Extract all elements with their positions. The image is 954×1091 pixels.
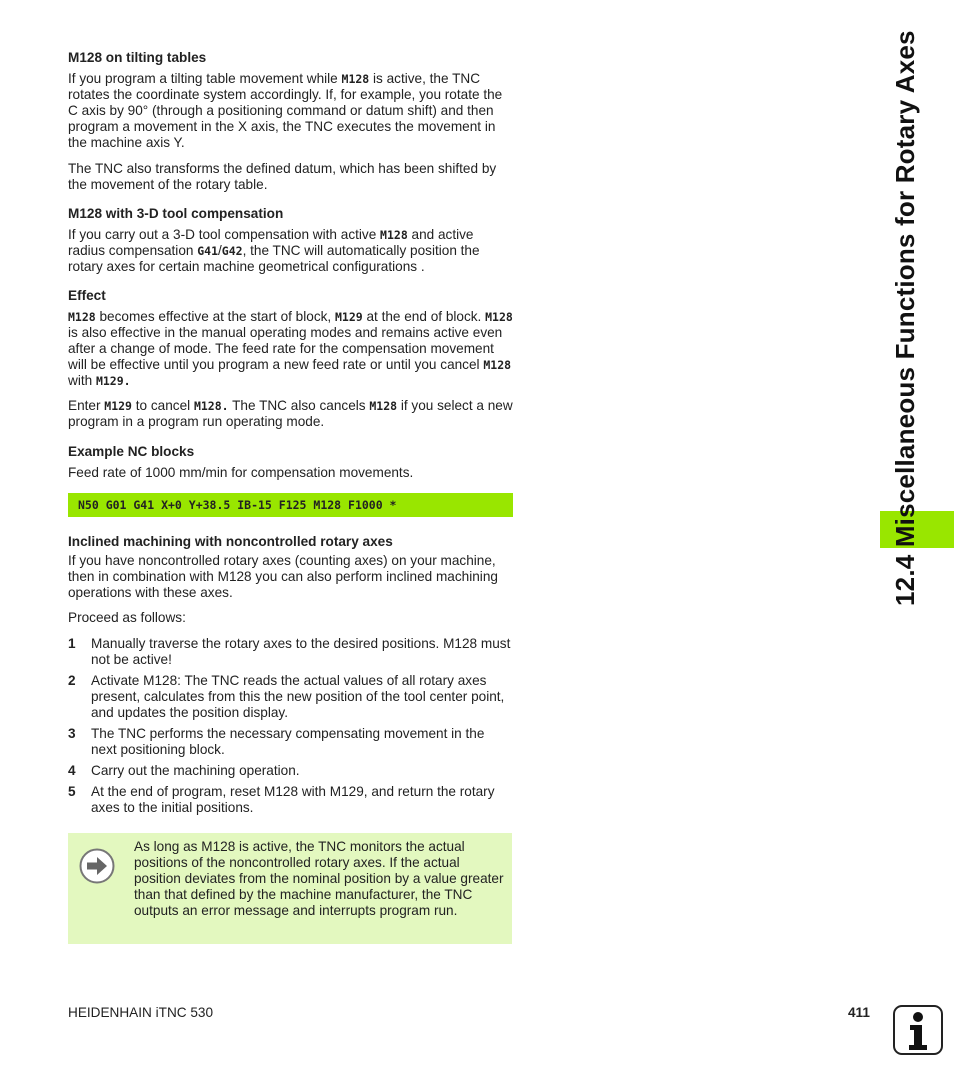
paragraph — [68, 227, 513, 275]
list-item — [68, 763, 513, 779]
main-content — [68, 48, 513, 816]
text: If you program a tilting table movement while — [68, 71, 342, 86]
code-inline: M129. — [95, 374, 131, 388]
text: if you select a new program in a program run operating mode. — [68, 398, 513, 429]
code-inline: M128 — [380, 228, 408, 242]
step-text: At the end of program, reset M128 with M129, and return the rotary axes to the initial positions. — [91, 784, 495, 815]
page-number: 411 — [848, 1005, 870, 1020]
paragraph: If you have noncontrolled rotary axes (counting axes) on your machine, then in combination with M128 you can also perform inclined machining operations with these axes. — [68, 553, 498, 600]
step-text: Activate M128: The TNC reads the actual values of all rotary axes present, calculates from this the new position of the tool center point, and updates the position display. — [91, 673, 505, 720]
section-example-nc-blocks — [68, 444, 513, 517]
text: is active, the TNC rotates the coordinate system accordingly. If, for example, you rotate the C axis by 90° (through a positioning command or datum shift) and then program a movement in the X axis, the TNC executes the movement in the machine axis Y. — [68, 71, 503, 150]
section-heading: M128 with 3-D tool compensation — [68, 206, 284, 221]
step-list — [68, 636, 513, 816]
step-text: Carry out the machining operation. — [91, 763, 300, 778]
code-inline: M128 — [483, 358, 512, 372]
section-heading: Effect — [68, 288, 106, 303]
step-number: 4 — [68, 763, 76, 778]
code-inline: M129 — [104, 399, 132, 413]
text: Enter — [68, 398, 105, 413]
arrow-right-icon — [79, 848, 115, 884]
paragraph — [68, 398, 513, 430]
step-number: 3 — [68, 726, 76, 741]
text: and active radius compensation — [68, 227, 474, 258]
paragraph — [68, 309, 513, 389]
section-effect — [68, 288, 513, 430]
list-item — [68, 673, 513, 721]
section-heading: Inclined machining with noncontrolled rotary axes — [68, 534, 393, 549]
section-heading: Example NC blocks — [68, 444, 195, 459]
list-item — [68, 784, 513, 816]
code-inline: M128 — [369, 399, 398, 413]
section-inclined-machining — [68, 534, 513, 816]
paragraph: The TNC also transforms the defined datum, which has been shifted by the movement of the rotary table. — [68, 161, 497, 192]
text: with — [68, 373, 96, 388]
text: , the TNC will automatically position the rotary axes for certain machine geometrical configurations . — [68, 243, 480, 274]
footer-product: HEIDENHAIN iTNC 530 — [68, 1005, 214, 1020]
note-text: As long as M128 is active, the TNC monitors the actual positions of the noncontrolled rotary axes. If the actual position deviates from the nominal position by a value greater than that defined by the machine manufacturer, the TNC outputs an error message and interrupts program run. — [134, 839, 504, 918]
section-3d-tool-compensation — [68, 206, 513, 275]
text: becomes effective at the start of block, — [95, 309, 335, 324]
info-icon — [893, 1005, 943, 1055]
step-text: The TNC performs the necessary compensating movement in the next positioning block. — [91, 726, 485, 757]
code-inline: M128 — [341, 72, 370, 86]
section-tilting-tables — [68, 50, 513, 193]
text: at the end of block. — [362, 309, 486, 324]
step-number: 2 — [68, 673, 76, 688]
text: to cancel — [131, 398, 194, 413]
code-inline: G42 — [221, 244, 243, 258]
step-number: 1 — [68, 636, 76, 651]
note-box — [68, 833, 512, 944]
text: If you carry out a 3-D tool compensation with active — [68, 227, 381, 242]
text: / — [218, 243, 222, 258]
code-inline: G41 — [197, 244, 218, 258]
list-item — [68, 636, 513, 668]
chapter-title: 12.4 Miscellaneous Functions for Rotary Axes — [890, 30, 920, 606]
nc-code-block: N50 G01 G41 X+0 Y+38.5 IB-15 F125 M128 F1000 * — [68, 493, 513, 517]
code-inline: M128 — [485, 310, 513, 324]
code-inline: M129 — [334, 310, 363, 324]
paragraph: Feed rate of 1000 mm/min for compensation movements. — [68, 465, 414, 480]
step-number: 5 — [68, 784, 76, 799]
paragraph — [68, 71, 513, 151]
list-item — [68, 726, 513, 758]
section-heading: M128 on tilting tables — [68, 50, 207, 65]
code-inline: M128. — [193, 399, 229, 413]
step-text: Manually traverse the rotary axes to the desired positions. M128 must not be active! — [91, 636, 511, 667]
paragraph: Proceed as follows: — [68, 610, 186, 625]
code-inline: M128 — [68, 310, 96, 324]
text: is also effective in the manual operating modes and remains active even after a change of mode. The feed rate for the compensation movement will be effective until you program a new feed rate or until you cancel — [68, 325, 503, 372]
text: The TNC also cancels — [228, 398, 370, 413]
